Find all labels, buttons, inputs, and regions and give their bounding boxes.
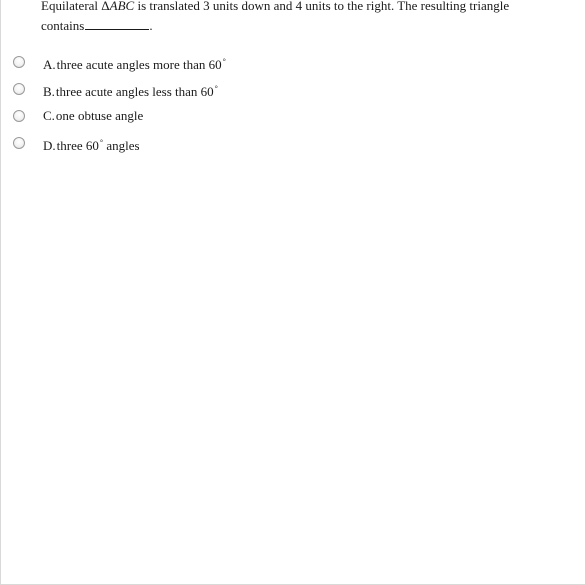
option-a-label[interactable] — [43, 53, 226, 74]
option-c-letter: C. — [43, 108, 55, 123]
triangle-symbol: Δ — [101, 0, 110, 13]
option-b-degree: ° — [214, 84, 218, 93]
option-b-text: three acute angles less than 60 — [55, 84, 214, 99]
question-period: . — [149, 18, 153, 33]
question-body: is translated 3 units down and 4 units to the right. The resulting triangle — [134, 0, 510, 13]
option-d-suffix: angles — [103, 138, 140, 153]
option-b[interactable] — [0, 79, 585, 106]
question-intro: Equilateral — [41, 0, 102, 13]
option-d-radio[interactable] — [13, 137, 25, 149]
option-a-letter: A. — [43, 57, 56, 72]
option-a-text: three acute angles more than 60 — [56, 57, 222, 72]
option-d-label[interactable] — [43, 134, 140, 155]
triangle-name: ABC — [109, 0, 135, 13]
option-d-text: three 60 — [56, 138, 99, 153]
option-b-letter: B. — [43, 84, 55, 99]
answer-options — [0, 52, 585, 160]
option-c-text: one obtuse angle — [55, 108, 144, 123]
option-b-label[interactable] — [43, 80, 218, 101]
option-a-radio[interactable] — [13, 56, 25, 68]
question-line-1 — [41, 0, 561, 16]
question-contains: contains — [41, 18, 85, 33]
option-a-degree: ° — [222, 57, 226, 66]
answer-blank — [85, 17, 149, 30]
option-d-letter: D. — [43, 138, 56, 153]
option-c-label[interactable] — [43, 107, 143, 125]
option-b-radio[interactable] — [13, 83, 25, 95]
option-a[interactable] — [0, 52, 585, 79]
question-text — [41, 0, 561, 36]
question-line-2 — [41, 16, 561, 36]
option-d-degree: ° — [99, 138, 104, 147]
option-c[interactable] — [0, 106, 585, 133]
option-d[interactable] — [0, 133, 585, 160]
option-c-radio[interactable] — [13, 110, 25, 122]
